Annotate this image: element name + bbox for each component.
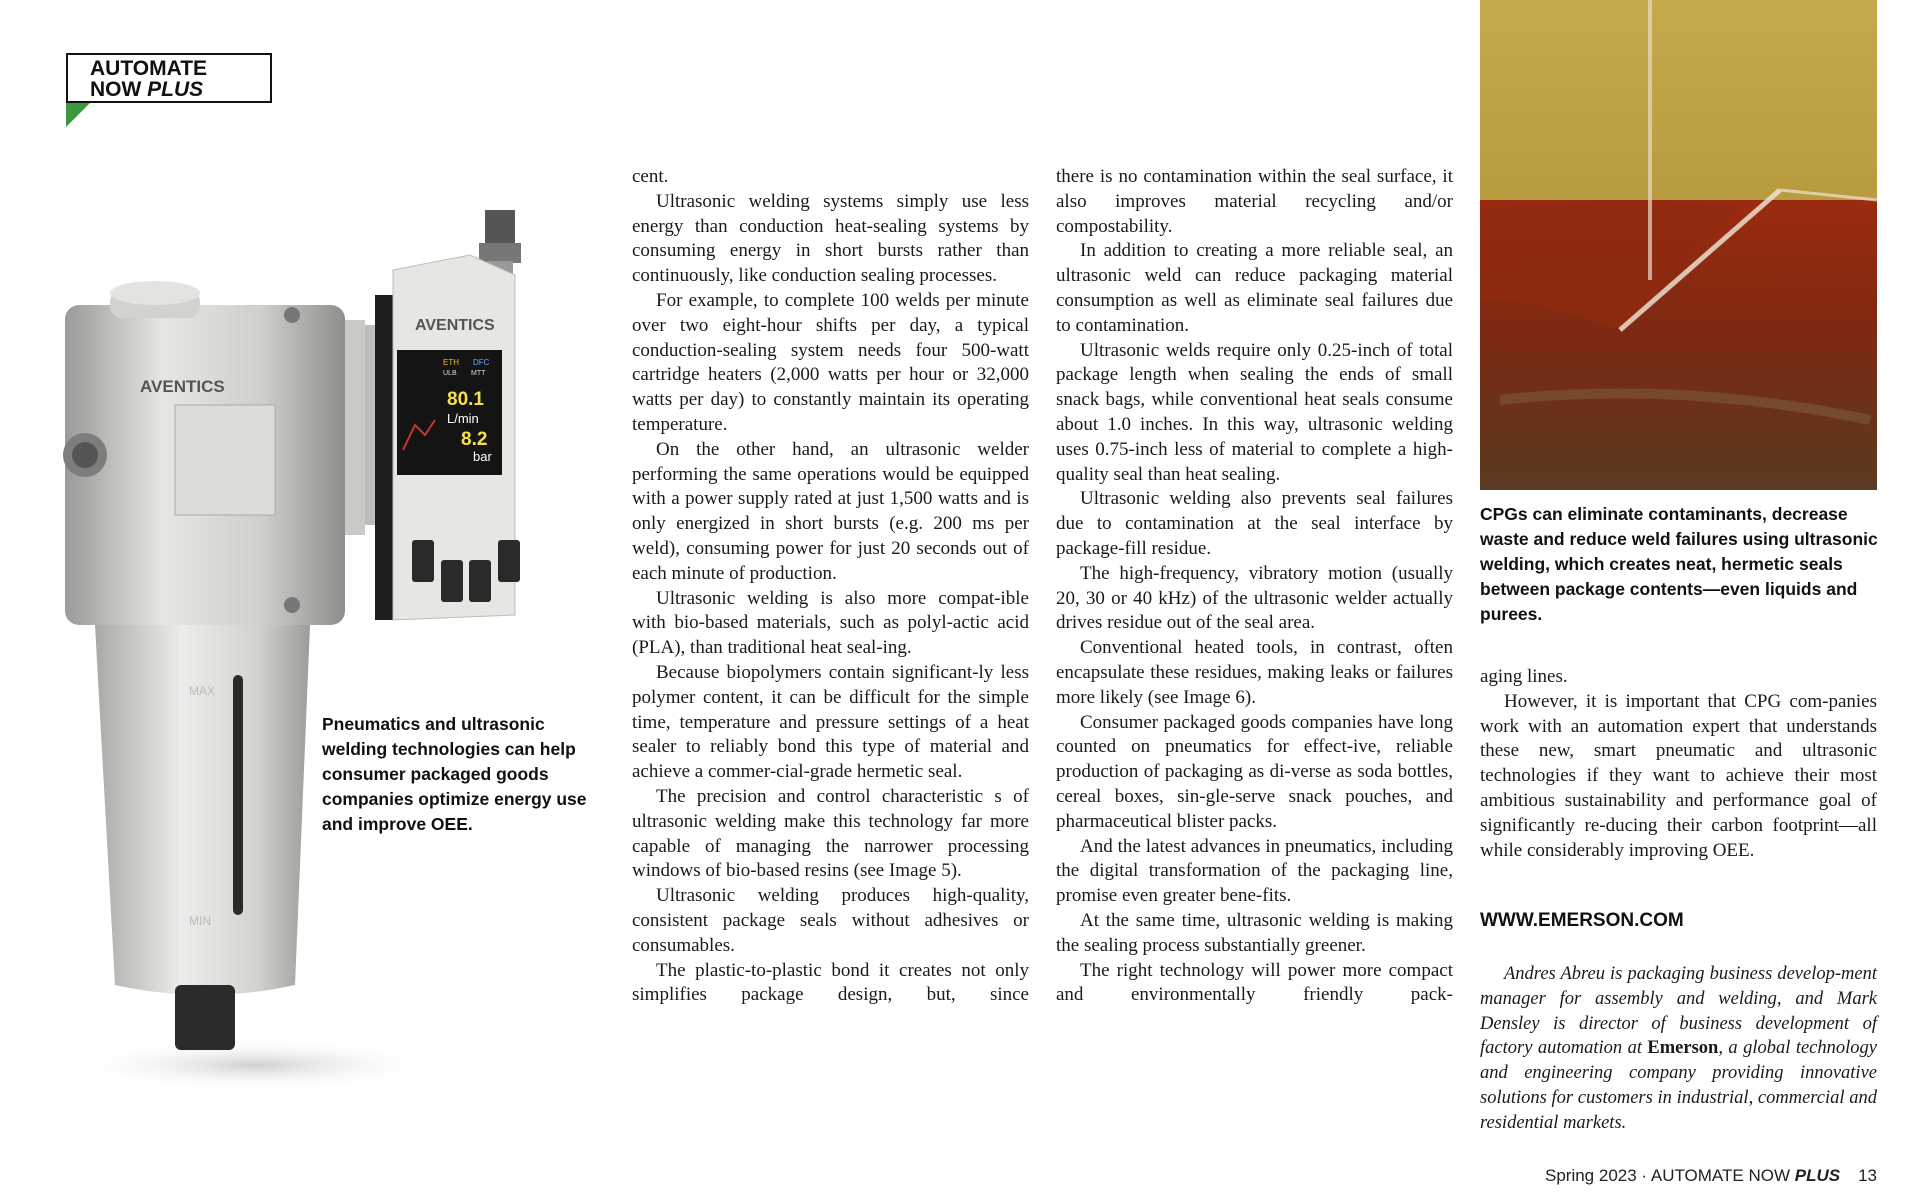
sensor-brand-text: AVENTICS [415,317,495,334]
col2-paragraph: At the same time, ultrasonic welding is making the sealing process substantially greener. [1056,909,1453,956]
display-tab-3: ULB [443,370,457,377]
col1-paragraph: For example, to complete 100 welds per minute over two eight-hour shifts per day, a typical conduction-sealing system needs four 500-watt cartridge heaters (2,000 watts per hour or 32,000 watts per day) to constantly maintain its operating temperature. [632,289,1029,435]
col2-paragraph: Consumer packaged goods companies have long counted on pneumatics for effect-ive, reliable production of packaging as di-verse as soda bottles, cereal boxes, sin-gle-serve snack pouches, and pharmaceutical blister packs. [1056,711,1453,832]
col1-paragraph: The precision and control characteristic s of ultrasonic welding make this technology far more capable of managing the narrower processing windows of bio-based resins (see Image 5). [632,785,1029,882]
col2-paragraph: there is no contamination within the seal surface, it also improves material recycling and/or compostability. [1056,166,1453,237]
article-column-1 [632,165,1029,1008]
col1-paragraph: Because biopolymers contain significant-ly less polymer content, it can be difficult for the simple time, temperature and pressure settings of a heat sealer to reliably bond this type of material and achieve a commer-cial-grade hermetic seal. [632,661,1029,783]
col2-paragraph: Ultrasonic welds require only 0.25-inch of total package length when sealing the ends of small snack bags, while conventional heat seals consume about 1.0 inches. In this way, ultrasonic welding uses 0.75-inch less of material to complete a high-quality seal than heat sealing. [1056,339,1453,485]
col2-paragraph: Conventional heated tools, in contrast, often encapsulate these residues, making leaks or failures more likely (see Image 6). [1056,637,1453,708]
gauge-max-label: MAX [189,684,216,698]
page-footer [1545,1166,1877,1186]
footer-plus: PLUS [1794,1166,1841,1185]
page-number: 13 [1858,1166,1877,1185]
pouch-photo [1480,0,1877,490]
display-flow-unit: L/min [447,411,479,426]
masthead-line2: NOW [90,78,142,101]
bio-text-before: Andres Abreu is packaging business develop-ment manager for assembly and welding, and Mark Densley is director of business development of factory automation at [1480,964,1877,1059]
article-column-2 [1056,165,1453,1008]
display-pressure-unit: bar [473,449,492,464]
display-tab-2: DFC [473,358,490,367]
col2-paragraph: In addition to creating a more reliable seal, an ultrasonic weld can reduce packaging material consumption as well as eliminate seal failures due to contamination. [1056,240,1453,336]
col2-paragraph: Ultrasonic welding also prevents seal failures due to contamination at the seal interface by package-fill residue. [1056,488,1453,559]
col1-paragraph: Ultrasonic welding produces high-quality, consistent package seals without adhesives or consumables. [632,885,1029,956]
article-column-3 [1480,665,1877,863]
display-pressure-value: 8.2 [461,429,488,450]
display-tab-1: ETH [443,358,459,367]
author-bio-text [1480,962,1877,1136]
masthead-line2-wrap [90,79,270,100]
photo-caption-left: Pneumatics and ultrasonic welding technologies can help consumer packaged goods companies optimize energy use and improve OEE. [322,714,587,834]
display-tab-4: MTT [471,370,486,377]
bio-text-after: , a global technology and engineering company providing innovative solutions for customers in industrial, commercial and residential markets. [1480,1038,1877,1133]
col3-paragraph: aging lines. [1480,666,1568,687]
display-flow-value: 80.1 [447,389,484,410]
photo-caption-right: CPGs can eliminate contaminants, decrease waste and reduce weld failures using ultrasonic welding, which creates neat, hermetic seals between package contents—even liquids and purees. [1480,504,1878,624]
gauge-min-label: MIN [189,914,211,928]
website-link[interactable]: WWW.EMERSON.COM [1480,910,1684,931]
masthead-triangle-icon [66,103,90,127]
body-brand-text: AVENTICS [140,377,225,396]
col2-paragraph: And the latest advances in pneumatics, including the digital transformation of the packaging line, promise even greater bene-fits. [1056,835,1453,907]
col2-paragraph: The right technology will power more compact and environmentally friendly pack- [1056,959,1453,1006]
masthead-plus: PLUS [147,78,204,101]
masthead-line1: AUTOMATE [90,57,208,80]
bio-company: Emerson [1647,1038,1719,1059]
product-illustration [55,195,610,1095]
masthead-logo [66,53,272,103]
col2-paragraph: The high-frequency, vibratory motion (usually 20, 30 or 40 kHz) of the ultrasonic welder actually drives residue out of the seal area. [1056,562,1453,634]
footer-season: Spring 2023 · AUTOMATE NOW [1545,1166,1795,1185]
product-photo [55,195,610,1095]
col1-paragraph: Ultrasonic welding systems simply use less energy than conduction heat-sealing systems by consuming energy in short bursts rather than continuously, like conduction sealing processes. [632,190,1029,287]
col1-paragraph: On the other hand, an ultrasonic welder performing the same operations would be equipped with a power supply rated at just 1,500 watts and is only energized in short bursts (e.g. 200 ms per weld), consuming power for just 20 seconds out of each minute of production. [632,438,1029,584]
col1-paragraph: cent. [632,166,669,187]
col3-paragraph: However, it is important that CPG com-panies work with an automation expert that understands these new, smart pneumatic and ultrasonic technologies if they want to achieve their most ambitious sustainability and performance goal of significantly re-ducing their carbon footprint—all while considerably improving OEE. [1480,690,1877,861]
pouch-illustration [1480,0,1877,490]
col1-paragraph: The plastic-to-plastic bond it creates not only simplifies package design, but, since [632,959,1029,1006]
author-bio [1480,962,1877,1136]
col1-paragraph: Ultrasonic welding is also more compat-ible with bio-based materials, such as polyl-actic acid (PLA), than traditional heat seal-ing. [632,587,1029,659]
